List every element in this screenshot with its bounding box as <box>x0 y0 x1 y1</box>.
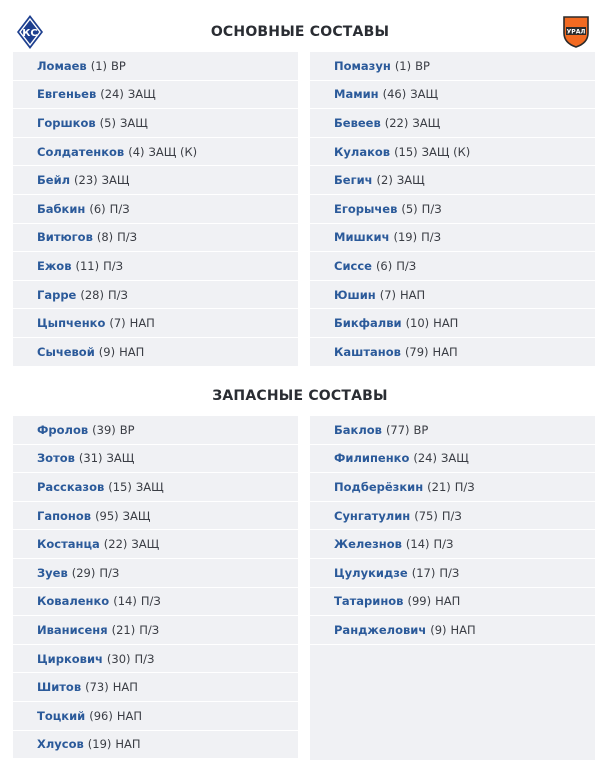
player-position: ВР <box>415 58 430 73</box>
player-position: П/З <box>140 594 161 609</box>
player-row[interactable] <box>310 281 595 310</box>
player-name-link[interactable]: Ранджелович <box>334 622 427 637</box>
player-number: (30) <box>106 651 131 666</box>
player-name-link[interactable]: Ежов <box>37 258 72 273</box>
player-number: (24) <box>413 451 437 466</box>
player-name-link[interactable]: Гапонов <box>37 508 92 523</box>
player-name-link[interactable]: Иванисеня <box>37 622 108 637</box>
substitutes-title: ЗАПАСНЫЕ СОСТАВЫ <box>212 388 388 404</box>
player-position: ЗАЩ <box>135 479 164 494</box>
player-name-link[interactable]: Юшин <box>334 287 376 302</box>
player-row[interactable] <box>310 502 595 531</box>
player-name-link[interactable]: Коваленко <box>37 594 110 609</box>
player-name-link[interactable]: Цулукидзе <box>334 565 408 580</box>
player-position: ВР <box>413 422 429 437</box>
player-name-link[interactable]: Солдатенков <box>37 144 125 159</box>
player-row[interactable] <box>310 166 595 195</box>
player-row[interactable] <box>13 530 298 559</box>
player-name-link[interactable]: Тоцкий <box>37 708 86 723</box>
player-number: (4) <box>128 144 145 159</box>
player-position: ВР <box>111 58 126 73</box>
player-number: (9) <box>98 344 116 359</box>
player-number: (7) <box>379 287 397 302</box>
player-row[interactable] <box>310 588 595 617</box>
player-position: ЗАЩ (К) <box>148 144 198 159</box>
player-number: (17) <box>411 565 436 580</box>
player-row[interactable] <box>310 530 595 559</box>
player-row[interactable] <box>310 445 595 474</box>
player-number: (22) <box>103 537 128 552</box>
player-number: (6) <box>89 201 106 216</box>
player-number: (11) <box>75 258 100 273</box>
player-position: П/З <box>439 565 460 580</box>
player-position: ЗАЩ <box>127 87 156 102</box>
player-name-link[interactable]: Сиссе <box>334 258 372 273</box>
player-number: (6) <box>375 258 393 273</box>
player-name-link[interactable]: Бевеев <box>334 115 381 130</box>
player-row[interactable] <box>310 559 595 588</box>
player-name-link[interactable]: Горшков <box>37 115 96 130</box>
player-number: (46) <box>382 87 407 102</box>
player-row[interactable] <box>310 616 595 645</box>
player-name-link[interactable]: Сычевой <box>37 344 95 359</box>
player-name-link[interactable]: Мишкич <box>334 230 390 245</box>
away-starting-list <box>310 52 595 367</box>
player-position: ЗАЩ <box>396 173 425 188</box>
player-number: (21) <box>111 622 136 637</box>
player-number: (75) <box>414 508 438 523</box>
player-name-link[interactable]: Бикфалви <box>334 316 402 331</box>
player-name-link[interactable]: Филипенко <box>334 451 410 466</box>
player-number: (14) <box>113 594 137 609</box>
player-row[interactable] <box>13 338 298 367</box>
player-number: (7) <box>109 316 126 331</box>
player-name-link[interactable]: Мамин <box>334 87 379 102</box>
player-position: П/З <box>441 508 462 523</box>
player-position: ВР <box>119 422 135 437</box>
player-row[interactable] <box>13 309 298 338</box>
player-row[interactable] <box>310 473 595 502</box>
svg-text:УРАЛ: УРАЛ <box>566 28 586 36</box>
player-name-link[interactable]: Хлусов <box>37 737 84 752</box>
player-position: П/З <box>99 565 120 580</box>
player-number: (99) <box>407 594 432 609</box>
player-name-link[interactable]: Помазун <box>334 58 391 73</box>
player-name-link[interactable]: Костанца <box>37 537 100 552</box>
player-row[interactable] <box>13 81 298 110</box>
player-position: НАП <box>129 316 155 331</box>
player-name-link[interactable]: Железнов <box>334 537 402 552</box>
player-number: (15) <box>108 479 132 494</box>
player-number: (5) <box>401 201 418 216</box>
player-position: ЗАЩ <box>410 87 439 102</box>
player-name-link[interactable]: Зуев <box>37 565 68 580</box>
player-number: (1) <box>90 58 107 73</box>
player-number: (39) <box>92 422 116 437</box>
player-row[interactable] <box>13 645 298 674</box>
player-position: П/З <box>103 258 123 273</box>
player-number: (31) <box>78 451 103 466</box>
player-name-link[interactable]: Сунгатулин <box>334 508 411 523</box>
player-position: ЗАЩ <box>440 451 469 466</box>
player-name-link[interactable]: Подберёзкин <box>334 479 424 494</box>
player-number: (21) <box>427 479 451 494</box>
player-position: ЗАЩ <box>412 115 441 130</box>
player-number: (10) <box>405 316 430 331</box>
player-row[interactable] <box>310 252 595 281</box>
player-number: (1) <box>394 58 412 73</box>
player-position: ЗАЩ (К) <box>421 144 471 159</box>
player-position: ЗАЩ <box>131 537 160 552</box>
player-position: П/З <box>139 622 160 637</box>
player-position: НАП <box>450 622 476 637</box>
player-number: (22) <box>384 115 409 130</box>
player-position: ЗАЩ <box>101 173 130 188</box>
player-number: (5) <box>99 115 116 130</box>
player-number: (14) <box>405 537 430 552</box>
home-starting-list <box>13 52 298 367</box>
player-position: ЗАЩ <box>119 115 148 130</box>
player-row[interactable] <box>13 616 298 645</box>
player-row[interactable] <box>13 588 298 617</box>
player-name-link[interactable]: Ломаев <box>37 58 87 73</box>
player-row[interactable] <box>13 559 298 588</box>
player-row[interactable] <box>13 52 298 81</box>
player-name-link[interactable]: Евгеньев <box>37 87 97 102</box>
player-number: (15) <box>394 144 418 159</box>
player-position: П/З <box>117 230 138 245</box>
player-row[interactable] <box>310 309 595 338</box>
player-name-link[interactable]: Фролов <box>37 422 89 437</box>
svg-text:КС: КС <box>22 28 38 39</box>
player-position: НАП <box>432 344 458 359</box>
player-row[interactable] <box>13 281 298 310</box>
player-row[interactable] <box>310 138 595 167</box>
player-row[interactable] <box>310 109 595 138</box>
starting-lineups-title: ОСНОВНЫЕ СОСТАВЫ <box>210 24 390 40</box>
player-row[interactable] <box>310 224 595 253</box>
player-row[interactable] <box>310 338 595 367</box>
player-position: НАП <box>435 594 461 609</box>
player-row[interactable] <box>13 445 298 474</box>
player-name-link[interactable]: Рассказов <box>37 479 105 494</box>
player-position: П/З <box>421 201 442 216</box>
player-name-link[interactable]: Татаринов <box>334 594 404 609</box>
player-name-link[interactable]: Циркович <box>37 651 103 666</box>
player-position: НАП <box>112 680 138 695</box>
player-row[interactable] <box>13 195 298 224</box>
player-number: (8) <box>96 230 114 245</box>
player-position: НАП <box>116 708 142 723</box>
player-name-link[interactable]: Бабкин <box>37 201 86 216</box>
player-row[interactable] <box>13 109 298 138</box>
player-number: (73) <box>85 680 109 695</box>
player-position: П/З <box>107 287 128 302</box>
player-row[interactable] <box>13 138 298 167</box>
player-name-link[interactable]: Каштанов <box>334 344 401 359</box>
player-number: (24) <box>100 87 124 102</box>
player-name-link[interactable]: Витюгов <box>37 230 93 245</box>
player-position: НАП <box>433 316 459 331</box>
player-position: НАП <box>115 737 141 752</box>
player-name-link[interactable]: Шитов <box>37 680 82 695</box>
player-number: (19) <box>393 230 418 245</box>
player-row[interactable] <box>310 416 595 445</box>
player-row[interactable] <box>310 195 595 224</box>
player-name-link[interactable]: Баклов <box>334 422 382 437</box>
player-row[interactable] <box>13 502 298 531</box>
player-row[interactable] <box>13 473 298 502</box>
player-position: П/З <box>109 201 130 216</box>
player-position: П/З <box>454 479 475 494</box>
player-number: (29) <box>71 565 96 580</box>
away-substitutes-list <box>310 416 595 760</box>
player-position: П/З <box>396 258 417 273</box>
player-row[interactable] <box>13 166 298 195</box>
player-row[interactable] <box>13 224 298 253</box>
player-row[interactable] <box>310 81 595 110</box>
player-position: ЗАЩ <box>122 508 151 523</box>
player-row[interactable] <box>13 416 298 445</box>
player-row[interactable] <box>13 731 298 760</box>
player-name-link[interactable]: Кулаков <box>334 144 391 159</box>
home-substitutes-list <box>13 416 298 759</box>
player-position: НАП <box>400 287 426 302</box>
player-name-link[interactable]: Зотов <box>37 451 75 466</box>
player-number: (9) <box>430 622 447 637</box>
player-position: П/З <box>421 230 441 245</box>
player-name-link[interactable]: Гарре <box>37 287 77 302</box>
player-number: (79) <box>404 344 429 359</box>
player-position: ЗАЩ <box>106 451 135 466</box>
player-row[interactable] <box>13 252 298 281</box>
player-position: П/З <box>433 537 454 552</box>
player-name-link[interactable]: Бегич <box>334 173 373 188</box>
player-position: НАП <box>119 344 145 359</box>
player-number: (2) <box>376 173 393 188</box>
player-row[interactable] <box>310 52 595 81</box>
player-number: (23) <box>74 173 98 188</box>
player-row[interactable] <box>13 673 298 702</box>
player-name-link[interactable]: Цыпченко <box>37 316 106 331</box>
player-number: (77) <box>385 422 410 437</box>
player-number: (19) <box>87 737 112 752</box>
player-row[interactable] <box>13 702 298 731</box>
player-name-link[interactable]: Егорычев <box>334 201 398 216</box>
player-number: (96) <box>89 708 113 723</box>
player-name-link[interactable]: Бейл <box>37 173 71 188</box>
player-number: (28) <box>80 287 104 302</box>
player-position: П/З <box>134 651 155 666</box>
player-number: (95) <box>95 508 119 523</box>
